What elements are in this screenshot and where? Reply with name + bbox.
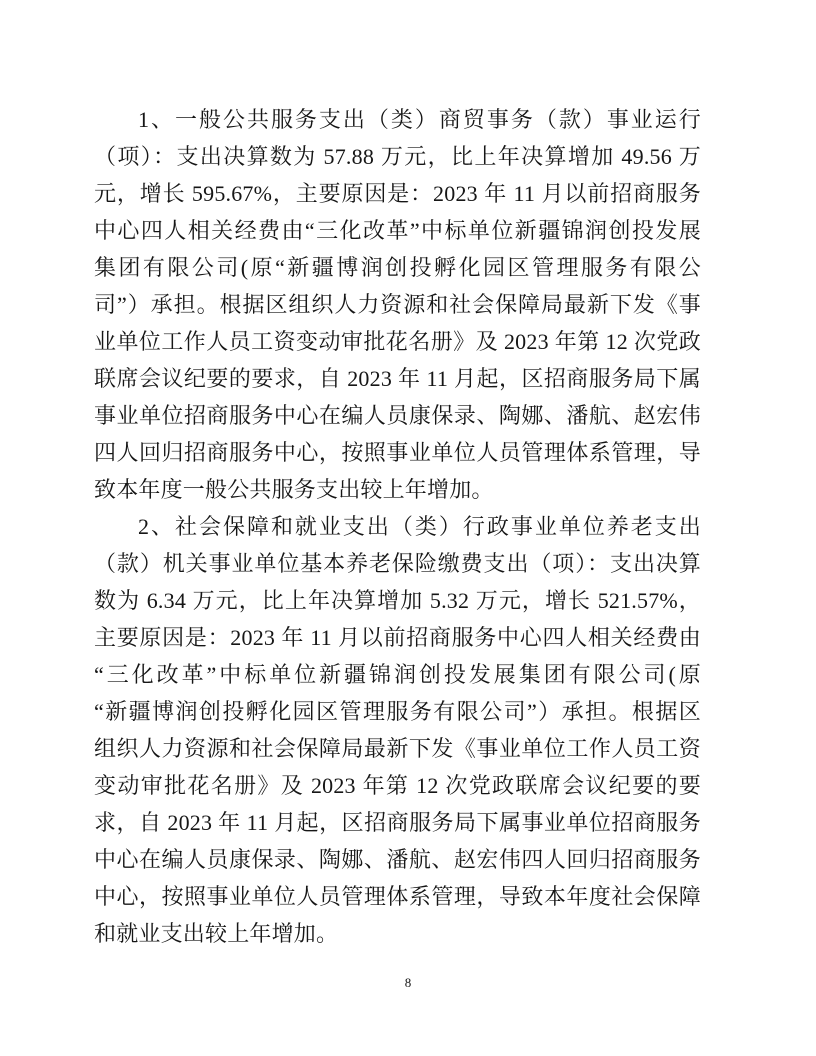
text-line: （项）：支出决算数为 57.88 万元，比上年决算增加 49.56 万 [94,144,701,169]
text-line: 事业单位招商服务中心在编人员康保录、陶娜、潘航、赵宏伟 [94,403,701,428]
text-line: 中心四人相关经费由“三化改革”中标单位新疆锦润创投发展 [94,218,701,243]
text-line: 联席会议纪要的要求，自 2023 年 11 月起，区招商服务局下属 [94,366,701,391]
text-line: 数为 6.34 万元，比上年决算增加 5.32 万元，增长 521.57%， [94,588,701,613]
text-line: 中心在编人员康保录、陶娜、潘航、赵宏伟四人回归招商服务 [94,847,701,872]
paragraph-social-security-employment [94,508,701,952]
text-line: 四人回归招商服务中心，按照事业单位人员管理体系管理，导 [94,440,701,465]
text-line: 变动审批花名册》及 2023 年第 12 次党政联席会议纪要的要 [94,773,701,798]
text-line: 元，增长 595.67%，主要原因是：2023 年 11 月以前招商服务 [94,181,701,206]
text-line: 中心，按照事业单位人员管理体系管理，导致本年度社会保障 [94,884,701,909]
text-line: “新疆博润创投孵化园区管理服务有限公司”）承担。根据区 [94,699,701,724]
document-body [94,101,701,952]
text-line: 司”）承担。根据区组织人力资源和社会保障局最新下发《事 [94,292,701,317]
text-line: 组织人力资源和社会保障局最新下发《事业单位工作人员工资 [94,736,701,761]
text-line: 致本年度一般公共服务支出较上年增加。 [94,477,494,502]
text-line: （款）机关事业单位基本养老保险缴费支出（项）：支出决算 [94,551,701,576]
text-line: 和就业支出较上年增加。 [94,921,339,946]
text-line: 主要原因是：2023 年 11 月以前招商服务中心四人相关经费由 [94,625,701,650]
text-line: 2、社会保障和就业支出（类）行政事业单位养老支出 [138,514,701,539]
text-line: 1、一般公共服务支出（类）商贸事务（款）事业运行 [138,107,701,132]
paragraph-general-public-services [94,101,701,508]
text-line: 求，自 2023 年 11 月起，区招商服务局下属事业单位招商服务 [94,810,701,835]
page-number: 8 [404,975,412,990]
text-line: 集团有限公司(原“新疆博润创投孵化园区管理服务有限公 [94,255,701,280]
text-line: “三化改革”中标单位新疆锦润创投发展集团有限公司(原 [94,662,701,687]
text-line: 业单位工作人员工资变动审批花名册》及 2023 年第 12 次党政 [94,329,701,354]
